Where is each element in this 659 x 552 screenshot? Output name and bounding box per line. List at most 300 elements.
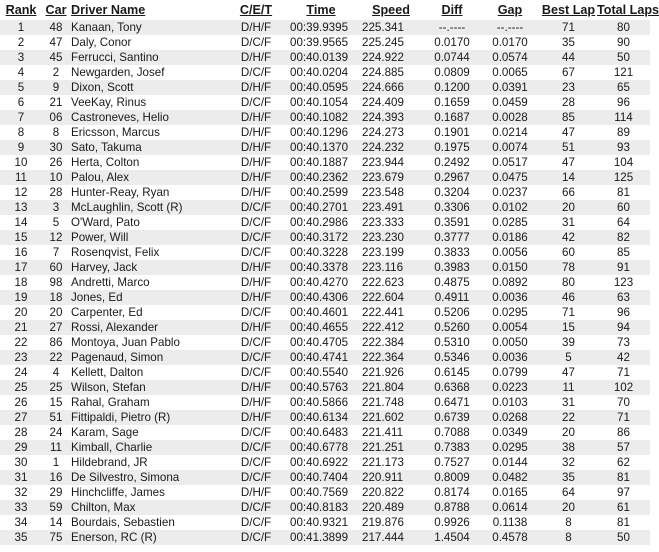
table-row (0, 500, 650, 515)
cell-total-laps: 65 (597, 80, 650, 95)
cell-car: 11 (42, 440, 70, 455)
cell-car: 14 (42, 515, 70, 530)
cell-car: 24 (42, 425, 70, 440)
cell-cet: D/H/F (228, 320, 284, 335)
cell-driver: Herta, Colton (70, 155, 228, 170)
cell-best-lap: 66 (540, 185, 597, 200)
table-row (0, 485, 650, 500)
cell-rank: 14 (0, 215, 42, 230)
cell-total-laps: 82 (597, 230, 650, 245)
cell-gap: 0.0074 (480, 140, 540, 155)
cell-car: 45 (42, 50, 70, 65)
cell-total-laps: 60 (597, 200, 650, 215)
cell-rank: 31 (0, 470, 42, 485)
cell-best-lap: 35 (540, 470, 597, 485)
cell-rank: 18 (0, 275, 42, 290)
cell-diff: 0.3204 (424, 185, 480, 200)
cell-speed: 224.922 (358, 50, 424, 65)
cell-driver: Power, Will (70, 230, 228, 245)
cell-best-lap: 20 (540, 425, 597, 440)
cell-diff: 0.6145 (424, 365, 480, 380)
cell-total-laps: 81 (597, 515, 650, 530)
cell-best-lap: 47 (540, 125, 597, 140)
cell-speed: 224.666 (358, 80, 424, 95)
cell-cet: D/H/F (228, 185, 284, 200)
cell-diff: 0.8009 (424, 470, 480, 485)
cell-diff: 0.2492 (424, 155, 480, 170)
cell-best-lap: 38 (540, 440, 597, 455)
table-row (0, 440, 650, 455)
cell-car: 27 (42, 320, 70, 335)
table-row (0, 170, 650, 185)
cell-diff: 0.0809 (424, 65, 480, 80)
cell-driver: Karam, Sage (70, 425, 228, 440)
cell-cet: D/H/F (228, 20, 284, 35)
table-row (0, 290, 650, 305)
cell-total-laps: 81 (597, 470, 650, 485)
cell-best-lap: 85 (540, 110, 597, 125)
cell-time: 00:40.3378 (284, 260, 358, 275)
cell-gap: 0.0186 (480, 230, 540, 245)
cell-gap: 0.0036 (480, 290, 540, 305)
cell-speed: 220.911 (358, 470, 424, 485)
cell-driver: Kimball, Charlie (70, 440, 228, 455)
cell-driver: Ericsson, Marcus (70, 125, 228, 140)
cell-gap: 0.0295 (480, 440, 540, 455)
cell-time: 00:40.6483 (284, 425, 358, 440)
cell-speed: 220.489 (358, 500, 424, 515)
table-row (0, 305, 650, 320)
table-row (0, 350, 650, 365)
cell-rank: 13 (0, 200, 42, 215)
cell-diff: 0.1901 (424, 125, 480, 140)
cell-driver: De Silvestro, Simona (70, 470, 228, 485)
cell-car: 10 (42, 170, 70, 185)
cell-total-laps: 80 (597, 20, 650, 35)
cell-driver: Hunter-Reay, Ryan (70, 185, 228, 200)
cell-cet: D/C/F (228, 245, 284, 260)
cell-diff: 0.1687 (424, 110, 480, 125)
cell-rank: 1 (0, 20, 42, 35)
cell-rank: 4 (0, 65, 42, 80)
table-row (0, 35, 650, 50)
cell-gap: 0.0056 (480, 245, 540, 260)
cell-cet: D/C/F (228, 455, 284, 470)
cell-cet: D/H/F (228, 140, 284, 155)
cell-time: 00:40.7569 (284, 485, 358, 500)
table-row (0, 260, 650, 275)
cell-best-lap: 80 (540, 275, 597, 290)
table-row (0, 140, 650, 155)
cell-rank: 22 (0, 335, 42, 350)
cell-best-lap: 44 (540, 50, 597, 65)
cell-time: 00:40.2986 (284, 215, 358, 230)
cell-time: 00:40.6778 (284, 440, 358, 455)
cell-cet: D/H/F (228, 170, 284, 185)
cell-diff: 0.6739 (424, 410, 480, 425)
header-driver[interactable]: Driver Name (71, 3, 146, 17)
cell-total-laps: 96 (597, 95, 650, 110)
cell-cet: D/C/F (228, 425, 284, 440)
table-row (0, 230, 650, 245)
cell-total-laps: 42 (597, 350, 650, 365)
cell-total-laps: 71 (597, 365, 650, 380)
cell-time: 00:40.1296 (284, 125, 358, 140)
cell-car: 47 (42, 35, 70, 50)
cell-cet: D/H/F (228, 485, 284, 500)
cell-diff: 0.1659 (424, 95, 480, 110)
cell-best-lap: 5 (540, 350, 597, 365)
cell-rank: 26 (0, 395, 42, 410)
cell-car: 5 (42, 215, 70, 230)
cell-gap: 0.0349 (480, 425, 540, 440)
cell-cet: D/C/F (228, 200, 284, 215)
cell-time: 00:40.4306 (284, 290, 358, 305)
cell-total-laps: 62 (597, 455, 650, 470)
cell-gap: --.---- (480, 20, 540, 35)
cell-speed: 223.944 (358, 155, 424, 170)
cell-best-lap: 47 (540, 155, 597, 170)
cell-total-laps: 73 (597, 335, 650, 350)
cell-total-laps: 50 (597, 50, 650, 65)
cell-gap: 0.0144 (480, 455, 540, 470)
cell-speed: 224.232 (358, 140, 424, 155)
table-row (0, 80, 650, 95)
cell-time: 00:40.2599 (284, 185, 358, 200)
cell-gap: 0.0102 (480, 200, 540, 215)
cell-driver: Chilton, Max (70, 500, 228, 515)
cell-time: 00:40.1054 (284, 95, 358, 110)
cell-driver: Sato, Takuma (70, 140, 228, 155)
cell-car: 8 (42, 125, 70, 140)
cell-gap: 0.0065 (480, 65, 540, 80)
cell-car: 15 (42, 395, 70, 410)
cell-total-laps: 89 (597, 125, 650, 140)
cell-rank: 25 (0, 380, 42, 395)
cell-time: 00:40.5763 (284, 380, 358, 395)
cell-diff: 0.7527 (424, 455, 480, 470)
table-row (0, 515, 650, 530)
cell-driver: Andretti, Marco (70, 275, 228, 290)
cell-car: 30 (42, 140, 70, 155)
cell-rank: 27 (0, 410, 42, 425)
cell-rank: 6 (0, 95, 42, 110)
cell-diff: 0.1975 (424, 140, 480, 155)
cell-time: 00:39.9565 (284, 35, 358, 50)
cell-diff: 0.4875 (424, 275, 480, 290)
cell-driver: Rosenqvist, Felix (70, 245, 228, 260)
cell-gap: 0.1138 (480, 515, 540, 530)
cell-total-laps: 81 (597, 185, 650, 200)
cell-cet: D/H/F (228, 395, 284, 410)
cell-rank: 5 (0, 80, 42, 95)
cell-cet: D/H/F (228, 410, 284, 425)
cell-time: 00:40.4705 (284, 335, 358, 350)
cell-driver: Kanaan, Tony (70, 20, 228, 35)
cell-speed: 223.116 (358, 260, 424, 275)
cell-best-lap: 31 (540, 395, 597, 410)
results-body (0, 20, 650, 545)
cell-time: 00:40.6922 (284, 455, 358, 470)
cell-diff: 0.7383 (424, 440, 480, 455)
cell-driver: McLaughlin, Scott (R) (70, 200, 228, 215)
cell-total-laps: 64 (597, 215, 650, 230)
cell-diff: 0.7088 (424, 425, 480, 440)
cell-best-lap: 64 (540, 485, 597, 500)
cell-cet: D/H/F (228, 110, 284, 125)
cell-rank: 3 (0, 50, 42, 65)
cell-total-laps: 91 (597, 260, 650, 275)
cell-cet: D/C/F (228, 95, 284, 110)
cell-car: 86 (42, 335, 70, 350)
cell-total-laps: 71 (597, 410, 650, 425)
cell-total-laps: 57 (597, 440, 650, 455)
cell-time: 00:40.7404 (284, 470, 358, 485)
cell-driver: Dixon, Scott (70, 80, 228, 95)
table-row (0, 110, 650, 125)
cell-cet: D/H/F (228, 290, 284, 305)
cell-driver: Castroneves, Helio (70, 110, 228, 125)
cell-driver: Bourdais, Sebastien (70, 515, 228, 530)
cell-best-lap: 78 (540, 260, 597, 275)
cell-best-lap: 28 (540, 95, 597, 110)
cell-best-lap: 15 (540, 320, 597, 335)
cell-diff: 0.0170 (424, 35, 480, 50)
cell-gap: 0.0482 (480, 470, 540, 485)
cell-speed: 223.333 (358, 215, 424, 230)
cell-time: 00:40.8183 (284, 500, 358, 515)
cell-gap: 0.0103 (480, 395, 540, 410)
header-row (0, 0, 650, 20)
cell-car: 60 (42, 260, 70, 275)
cell-rank: 2 (0, 35, 42, 50)
table-row (0, 320, 650, 335)
cell-gap: 0.0391 (480, 80, 540, 95)
cell-speed: 224.393 (358, 110, 424, 125)
cell-best-lap: 32 (540, 455, 597, 470)
cell-diff: 0.8174 (424, 485, 480, 500)
cell-speed: 221.926 (358, 365, 424, 380)
cell-best-lap: 8 (540, 515, 597, 530)
cell-car: 28 (42, 185, 70, 200)
header-time[interactable]: Time (306, 3, 336, 17)
cell-rank: 29 (0, 440, 42, 455)
table-row (0, 95, 650, 110)
cell-cet: D/C/F (228, 65, 284, 80)
cell-diff: 0.4911 (424, 290, 480, 305)
cell-best-lap: 47 (540, 365, 597, 380)
cell-time: 00:40.1370 (284, 140, 358, 155)
cell-rank: 32 (0, 485, 42, 500)
cell-speed: 221.804 (358, 380, 424, 395)
header-best-lap[interactable]: Best Lap (541, 3, 596, 17)
cell-cet: D/H/F (228, 380, 284, 395)
cell-gap: 0.0285 (480, 215, 540, 230)
cell-gap: 0.0475 (480, 170, 540, 185)
table-row (0, 395, 650, 410)
cell-driver: Newgarden, Josef (70, 65, 228, 80)
cell-cet: D/C/F (228, 365, 284, 380)
header-speed[interactable]: Speed (372, 3, 410, 17)
cell-rank: 34 (0, 515, 42, 530)
cell-cet: D/C/F (228, 350, 284, 365)
cell-speed: 222.364 (358, 350, 424, 365)
cell-total-laps: 97 (597, 485, 650, 500)
cell-driver: Jones, Ed (70, 290, 228, 305)
cell-diff: 0.3777 (424, 230, 480, 245)
cell-speed: 221.411 (358, 425, 424, 440)
cell-car: 98 (42, 275, 70, 290)
cell-total-laps: 86 (597, 425, 650, 440)
table-row (0, 215, 650, 230)
header-diff[interactable]: Diff (441, 3, 463, 17)
cell-car: 16 (42, 470, 70, 485)
table-row (0, 65, 650, 80)
cell-gap: 0.0459 (480, 95, 540, 110)
cell-diff: 0.5310 (424, 335, 480, 350)
cell-speed: 224.273 (358, 125, 424, 140)
cell-time: 00:41.3899 (284, 530, 358, 545)
cell-time: 00:40.9321 (284, 515, 358, 530)
cell-speed: 223.230 (358, 230, 424, 245)
cell-car: 18 (42, 290, 70, 305)
cell-speed: 222.412 (358, 320, 424, 335)
cell-cet: D/C/F (228, 215, 284, 230)
cell-rank: 9 (0, 140, 42, 155)
cell-rank: 15 (0, 230, 42, 245)
cell-time: 00:40.6134 (284, 410, 358, 425)
cell-rank: 8 (0, 125, 42, 140)
cell-car: 1 (42, 455, 70, 470)
cell-speed: 221.251 (358, 440, 424, 455)
cell-speed: 225.341 (358, 20, 424, 35)
cell-diff: 0.3833 (424, 245, 480, 260)
cell-car: 75 (42, 530, 70, 545)
cell-driver: Hildebrand, JR (70, 455, 228, 470)
header-cet[interactable]: C/E/T (239, 3, 273, 17)
cell-car: 48 (42, 20, 70, 35)
cell-gap: 0.0050 (480, 335, 540, 350)
cell-best-lap: 60 (540, 245, 597, 260)
table-row (0, 365, 650, 380)
cell-time: 00:40.0595 (284, 80, 358, 95)
cell-diff: --.---- (424, 20, 480, 35)
cell-total-laps: 61 (597, 500, 650, 515)
cell-best-lap: 8 (540, 530, 597, 545)
cell-driver: Rossi, Alexander (70, 320, 228, 335)
cell-speed: 222.604 (358, 290, 424, 305)
cell-speed: 217.444 (358, 530, 424, 545)
cell-time: 00:40.4270 (284, 275, 358, 290)
cell-driver: Hinchcliffe, James (70, 485, 228, 500)
cell-gap: 0.0799 (480, 365, 540, 380)
cell-gap: 0.0036 (480, 350, 540, 365)
cell-car: 51 (42, 410, 70, 425)
cell-time: 00:40.2701 (284, 200, 358, 215)
cell-gap: 0.0165 (480, 485, 540, 500)
cell-total-laps: 50 (597, 530, 650, 545)
cell-car: 22 (42, 350, 70, 365)
cell-diff: 0.0744 (424, 50, 480, 65)
cell-best-lap: 20 (540, 200, 597, 215)
cell-gap: 0.0054 (480, 320, 540, 335)
cell-diff: 0.5346 (424, 350, 480, 365)
cell-car: 7 (42, 245, 70, 260)
cell-cet: D/H/F (228, 50, 284, 65)
cell-time: 00:40.4601 (284, 305, 358, 320)
cell-cet: D/H/F (228, 125, 284, 140)
cell-diff: 0.3306 (424, 200, 480, 215)
cell-time: 00:40.1887 (284, 155, 358, 170)
cell-car: 4 (42, 365, 70, 380)
cell-driver: Wilson, Stefan (70, 380, 228, 395)
cell-speed: 222.623 (358, 275, 424, 290)
table-row (0, 425, 650, 440)
cell-time: 00:40.4741 (284, 350, 358, 365)
cell-gap: 0.0028 (480, 110, 540, 125)
cell-cet: D/C/F (228, 230, 284, 245)
cell-rank: 30 (0, 455, 42, 470)
table-row (0, 125, 650, 140)
cell-rank: 10 (0, 155, 42, 170)
cell-time: 00:40.3228 (284, 245, 358, 260)
cell-time: 00:40.0204 (284, 65, 358, 80)
table-row (0, 185, 650, 200)
cell-car: 06 (42, 110, 70, 125)
cell-speed: 221.602 (358, 410, 424, 425)
cell-car: 25 (42, 380, 70, 395)
cell-cet: D/H/F (228, 155, 284, 170)
cell-time: 00:40.5540 (284, 365, 358, 380)
cell-rank: 19 (0, 290, 42, 305)
header-car[interactable]: Car (45, 3, 67, 17)
table-row (0, 380, 650, 395)
cell-car: 20 (42, 305, 70, 320)
table-row (0, 455, 650, 470)
cell-speed: 222.384 (358, 335, 424, 350)
cell-best-lap: 42 (540, 230, 597, 245)
cell-time: 00:40.4655 (284, 320, 358, 335)
cell-speed: 221.748 (358, 395, 424, 410)
cell-best-lap: 67 (540, 65, 597, 80)
cell-speed: 221.173 (358, 455, 424, 470)
table-row (0, 335, 650, 350)
cell-best-lap: 14 (540, 170, 597, 185)
cell-driver: Ferrucci, Santino (70, 50, 228, 65)
cell-total-laps: 123 (597, 275, 650, 290)
cell-rank: 12 (0, 185, 42, 200)
cell-best-lap: 23 (540, 80, 597, 95)
cell-driver: Kellett, Dalton (70, 365, 228, 380)
cell-rank: 35 (0, 530, 42, 545)
cell-total-laps: 85 (597, 245, 650, 260)
header-total-laps[interactable]: Total Laps (597, 3, 659, 17)
header-rank[interactable]: Rank (5, 3, 37, 17)
cell-car: 2 (42, 65, 70, 80)
cell-gap: 0.0237 (480, 185, 540, 200)
cell-rank: 21 (0, 320, 42, 335)
cell-best-lap: 71 (540, 305, 597, 320)
header-gap[interactable]: Gap (497, 3, 523, 17)
cell-car: 26 (42, 155, 70, 170)
cell-rank: 20 (0, 305, 42, 320)
table-row (0, 50, 650, 65)
cell-speed: 219.876 (358, 515, 424, 530)
cell-best-lap: 39 (540, 335, 597, 350)
cell-driver: Fittipaldi, Pietro (R) (70, 410, 228, 425)
cell-total-laps: 121 (597, 65, 650, 80)
cell-speed: 220.822 (358, 485, 424, 500)
